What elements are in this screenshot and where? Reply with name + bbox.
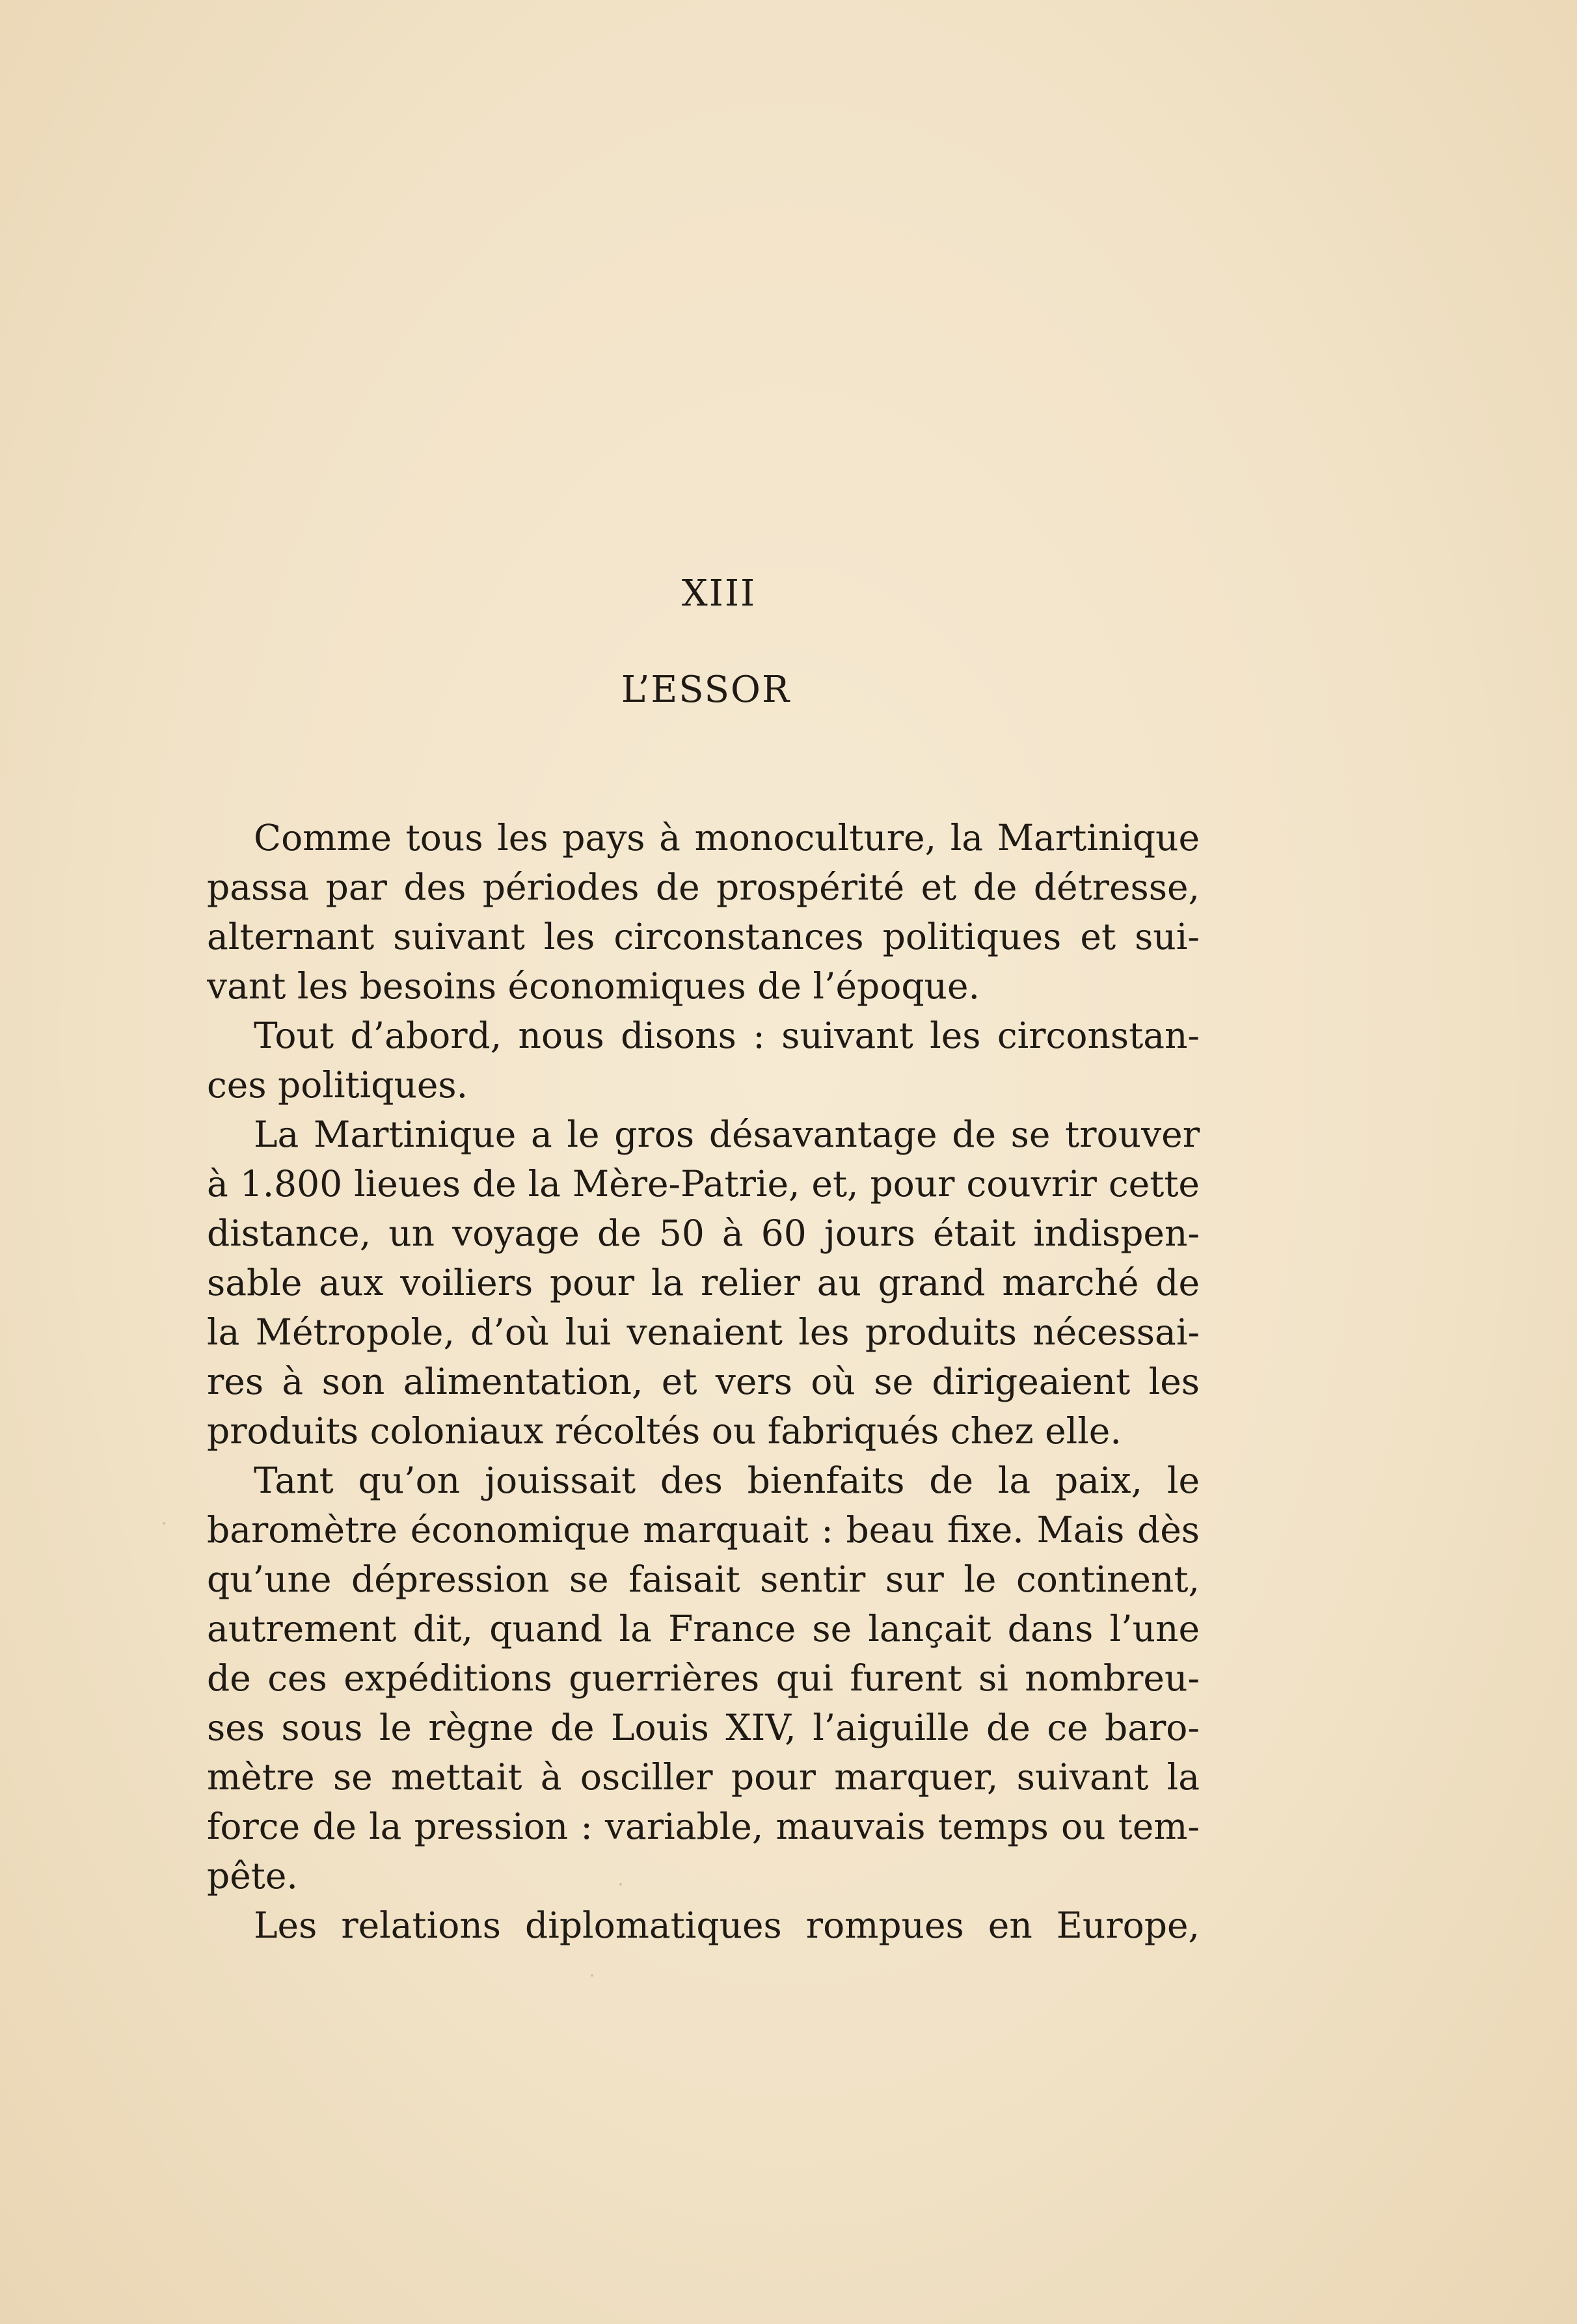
text-line: res à son alimentation, et vers où se dirigeaient les	[207, 1361, 1200, 1402]
text-line: Tant qu’on jouissait des bienfaits de la paix, le	[254, 1460, 1200, 1501]
paper-speck	[619, 1883, 622, 1886]
text-line: qu’une dépression se faisait sentir sur le continent,	[207, 1558, 1200, 1600]
text-line: Tout d’abord, nous disons : suivant les circonstan-	[254, 1015, 1200, 1056]
text-line: à 1.800 lieues de la Mère-Patrie, et, pour couvrir cette	[207, 1163, 1200, 1205]
paper-speck	[591, 1974, 593, 1977]
text-line: force de la pression : variable, mauvais temps ou tem-	[207, 1806, 1200, 1847]
text-line: ces politiques.	[207, 1064, 468, 1106]
paper-speck	[163, 1522, 165, 1525]
chapter-number: XIII	[681, 572, 757, 615]
chapter-title: L’ESSOR	[621, 669, 791, 711]
text-line: alternant suivant les circonstances politiques et sui-	[207, 916, 1200, 957]
text-line: pête.	[207, 1855, 298, 1897]
text-line: distance, un voyage de 50 à 60 jours était indispen-	[207, 1212, 1200, 1254]
text-line: la Métropole, d’où lui venaient les produits nécessai-	[207, 1311, 1200, 1353]
text-line: Comme tous les pays à monoculture, la Martinique	[254, 817, 1200, 859]
text-line: baromètre économique marquait : beau fixe. Mais dès	[207, 1509, 1200, 1551]
body-text	[207, 813, 1200, 1950]
text-line: Les relations diplomatiques rompues en Europe,	[254, 1904, 1200, 1946]
text-line: mètre se mettait à osciller pour marquer, suivant la	[207, 1756, 1200, 1798]
text-line: autrement dit, quand la France se lançait dans l’une	[207, 1608, 1200, 1650]
text-line: ses sous le règne de Louis XIV, l’aiguille de ce baro-	[207, 1707, 1200, 1748]
text-line: passa par des périodes de prospérité et de détresse,	[207, 866, 1200, 908]
text-line: sable aux voiliers pour la relier au grand marché de	[207, 1262, 1200, 1303]
text-line: vant les besoins économiques de l’époque.	[207, 965, 980, 1007]
text-line: produits coloniaux récoltés ou fabriqués chez elle.	[207, 1410, 1122, 1452]
text-line: La Martinique a le gros désavantage de se trouver	[254, 1114, 1200, 1155]
text-line: de ces expéditions guerrières qui furent si nombreu-	[207, 1657, 1200, 1699]
